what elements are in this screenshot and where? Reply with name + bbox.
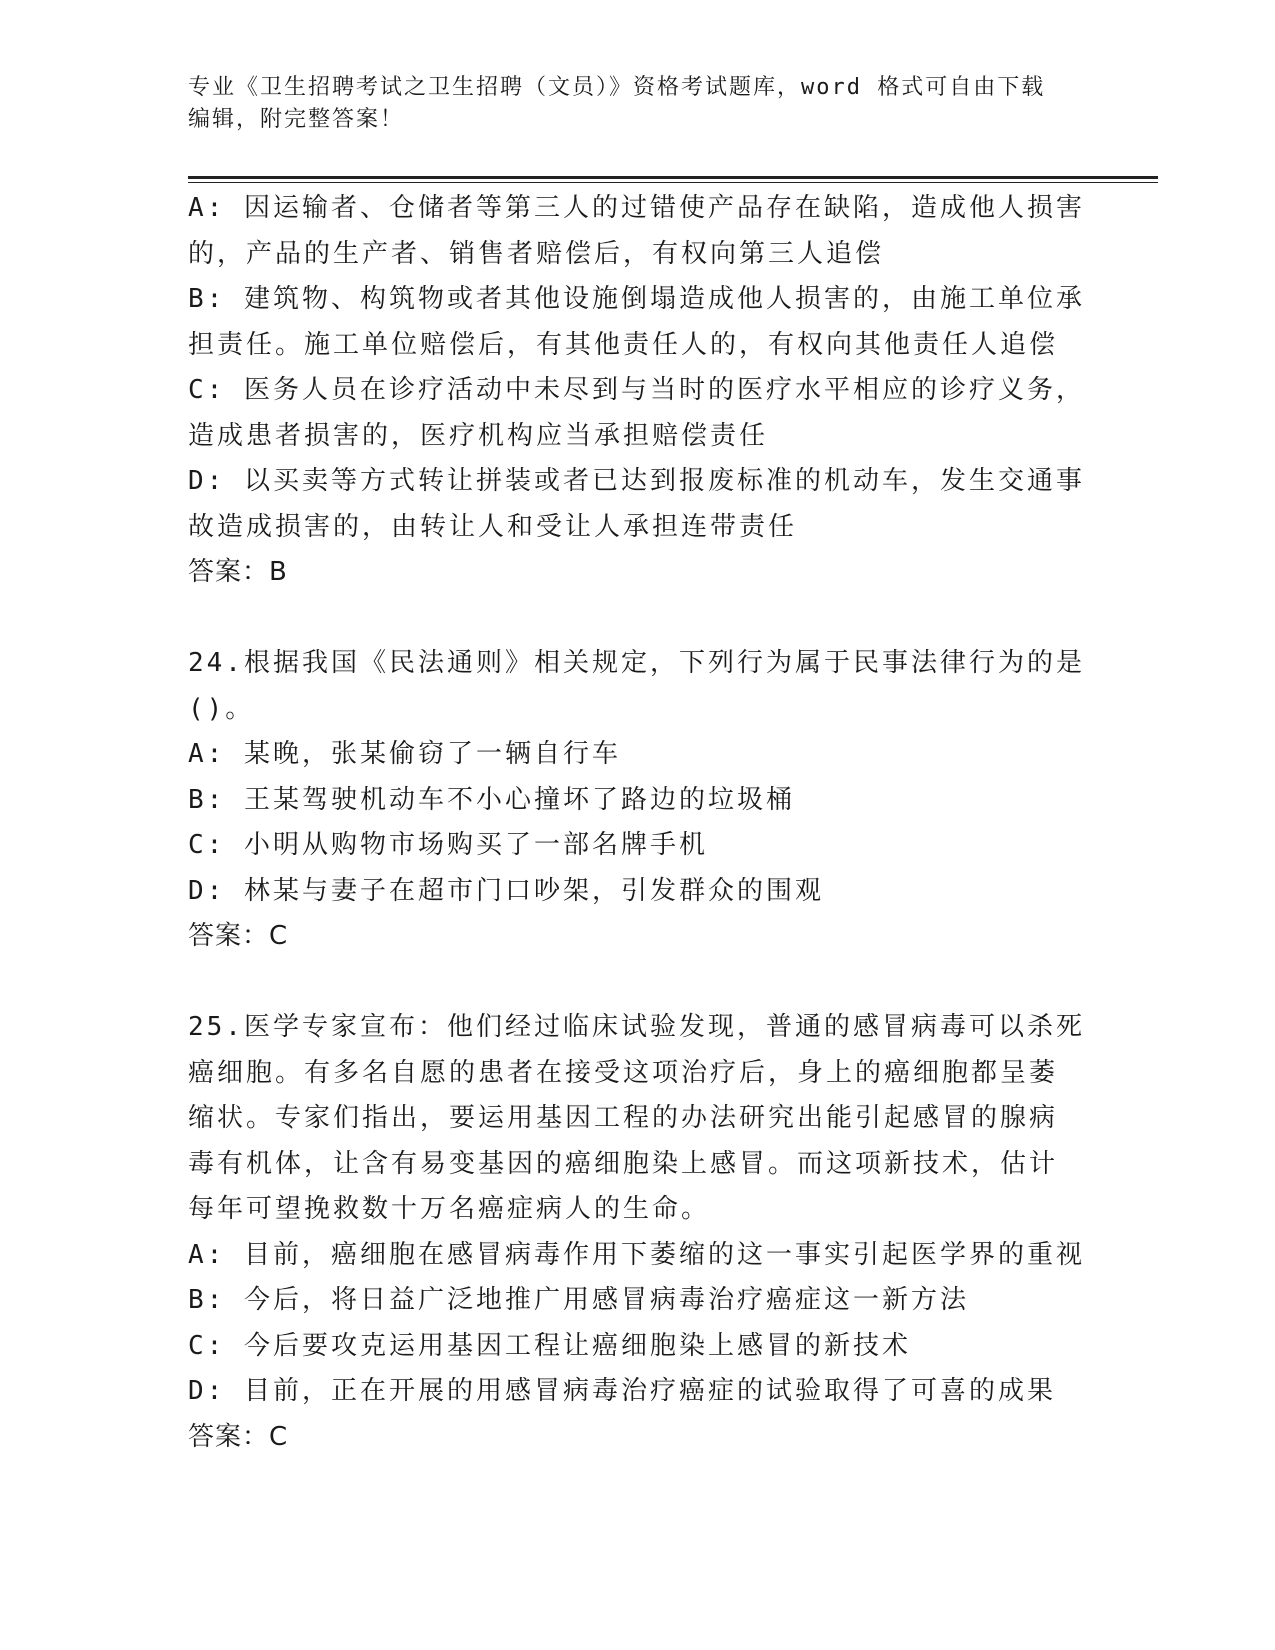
q23-option-a-line-1: A: 因运输者、仓储者等第三人的过错使产品存在缺陷，造成他人损害 [188, 193, 1085, 223]
question-25 [188, 1005, 1088, 1460]
q24-option-b: B: 王某驾驶机动车不小心撞坏了路边的垃圾桶 [188, 784, 795, 815]
q25-stem-line-3: 缩状。专家们指出，要运用基因工程的办法研究出能引起感冒的腺病 [188, 1103, 1059, 1133]
q23-answer: 答案：B [188, 557, 288, 587]
document-header [188, 72, 1068, 136]
header-line-1: 专业《卫生招聘考试之卫生招聘（文员）》资格考试题库，word 格式可自由下载 [188, 75, 1046, 100]
header-divider-thin [188, 182, 1158, 183]
q23-option-a-line-2: 的，产品的生产者、销售者赔偿后，有权向第三人追偿 [188, 238, 885, 269]
q24-option-c: C: 小明从购物市场购买了一部名牌手机 [188, 830, 708, 860]
q25-stem-line-2: 癌细胞。有多名自愿的患者在接受这项治疗后，身上的癌细胞都呈萎 [188, 1057, 1059, 1088]
spacer [188, 596, 1088, 642]
q23-option-b-line-1: B: 建筑物、构筑物或者其他设施倒塌造成他人损害的，由施工单位承 [188, 284, 1085, 314]
q24-stem-line-2: ()。 [188, 693, 255, 724]
q23-option-c-line-1: C: 医务人员在诊疗活动中未尽到与当时的医疗水平相应的诊疗义务， [188, 375, 1085, 405]
q23-option-c-line-2: 造成患者损害的，医疗机构应当承担赔偿责任 [188, 420, 769, 451]
question-23-options [188, 186, 1088, 596]
header-line-2: 编辑，附完整答案！ [188, 107, 405, 132]
spacer [188, 960, 1088, 1006]
q24-option-d: D: 林某与妻子在超市门口吵架，引发群众的围观 [188, 875, 824, 906]
q25-stem-line-5: 每年可望挽救数十万名癌症病人的生命。 [188, 1194, 711, 1224]
q24-option-a: A: 某晚，张某偷窃了一辆自行车 [188, 739, 621, 769]
q25-option-a: A: 目前，癌细胞在感冒病毒作用下萎缩的这一事实引起医学界的重视 [188, 1239, 1085, 1270]
q24-answer: 答案：C [188, 921, 289, 951]
q23-option-d-line-2: 故造成损害的，由转让人和受让人承担连带责任 [188, 511, 798, 542]
q25-option-b: B: 今后，将日益广泛地推广用感冒病毒治疗癌症这一新方法 [188, 1285, 969, 1315]
q24-stem-line-1: 24.根据我国《民法通则》相关规定，下列行为属于民事法律行为的是 [188, 648, 1085, 678]
q23-option-d-line-1: D: 以买卖等方式转让拼装或者已达到报废标准的机动车，发生交通事 [188, 466, 1085, 496]
q25-stem-line-1: 25.医学专家宣布：他们经过临床试验发现，普通的感冒病毒可以杀死 [188, 1012, 1085, 1042]
q25-stem-line-4: 毒有机体，让含有易变基因的癌细胞染上感冒。而这项新技术，估计 [188, 1148, 1059, 1179]
question-24 [188, 641, 1088, 960]
q25-answer: 答案：C [188, 1421, 289, 1452]
q23-option-b-line-2: 担责任。施工单位赔偿后，有其他责任人的，有权向其他责任人追偿 [188, 329, 1059, 360]
document-body [188, 186, 1088, 1460]
q25-option-c: C: 今后要攻克运用基因工程让癌细胞染上感冒的新技术 [188, 1330, 911, 1361]
header-divider-thick [188, 176, 1158, 179]
q25-option-d: D: 目前，正在开展的用感冒病毒治疗癌症的试验取得了可喜的成果 [188, 1376, 1056, 1406]
